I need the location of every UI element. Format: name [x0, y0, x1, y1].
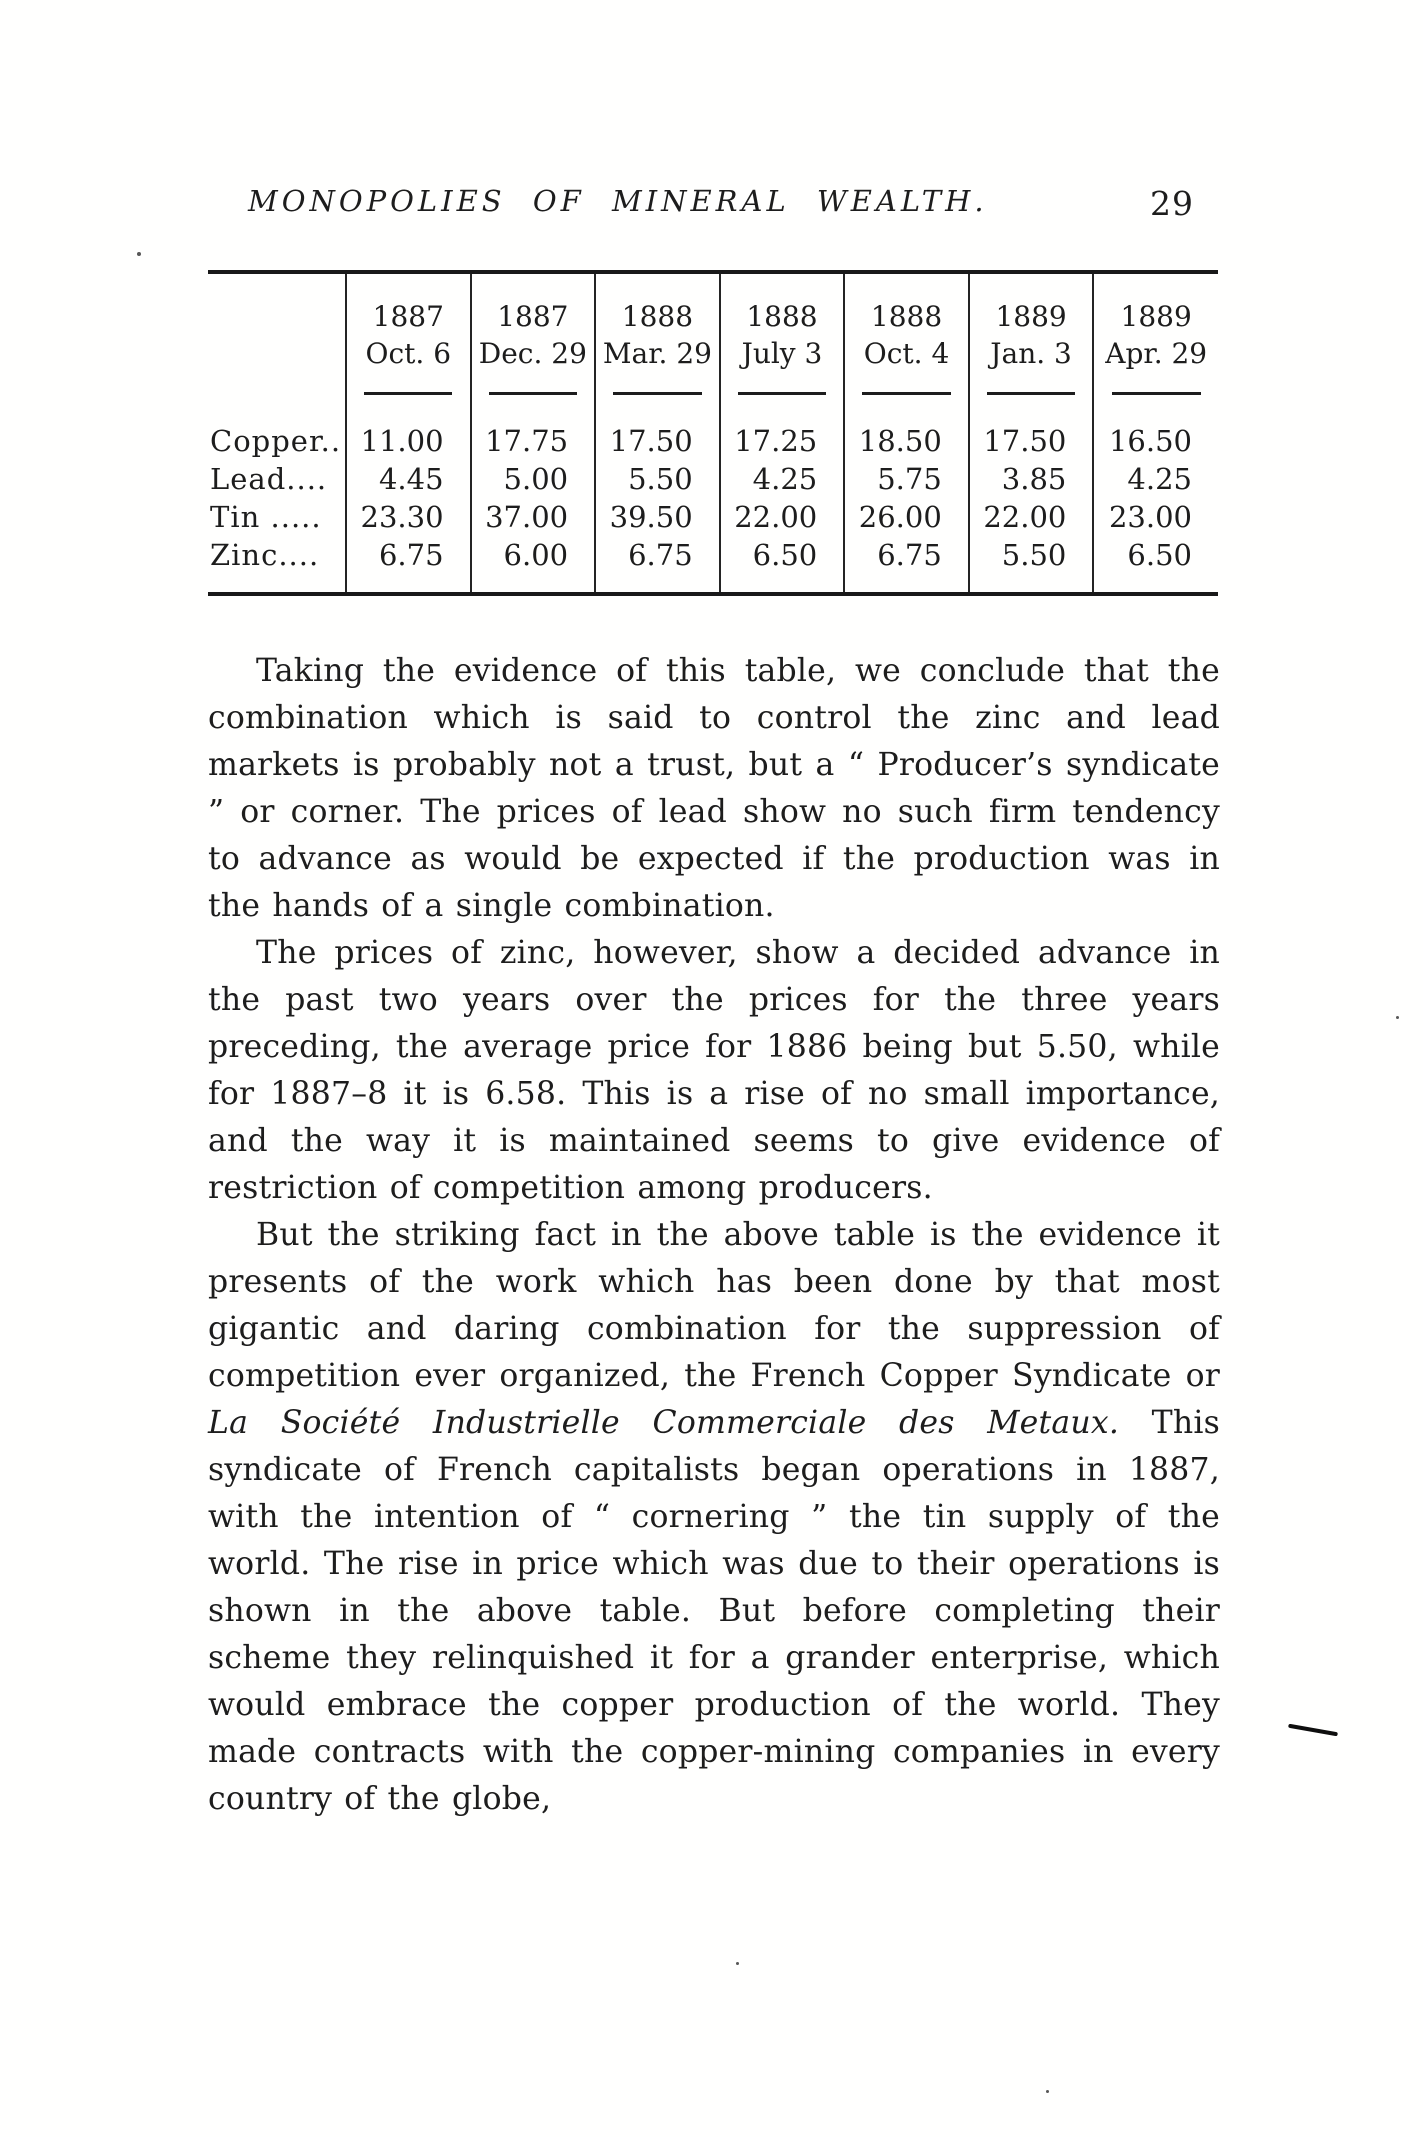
column-year: 1888: [746, 300, 818, 333]
column-date: Mar. 29: [602, 337, 712, 370]
scan-speck: [1046, 2090, 1049, 2093]
column-header: [844, 274, 969, 374]
column-rule: [1112, 392, 1201, 395]
column-header: [720, 274, 845, 374]
price-cell: 17.25: [720, 422, 845, 460]
price-cell: 23.30: [346, 498, 471, 536]
price-cell: 26.00: [844, 498, 969, 536]
column-rule: [738, 392, 826, 395]
scan-speck: [736, 1962, 739, 1965]
column-year: 1888: [621, 300, 694, 333]
price-cell: 5.00: [471, 460, 596, 498]
column-header: [471, 274, 596, 374]
column-rule: [862, 392, 950, 395]
column-rule: [489, 392, 577, 395]
price-cell: 22.00: [969, 498, 1094, 536]
column-rule: [364, 392, 452, 395]
row-label: Zinc....: [210, 538, 320, 572]
price-cell: 18.50: [844, 422, 969, 460]
table-row-zinc: [208, 536, 1218, 592]
price-cell: 6.75: [844, 536, 969, 592]
price-cell: 17.75: [471, 422, 596, 460]
table-header-row: [208, 274, 1218, 374]
column-date: July 3: [741, 337, 823, 370]
column-year: 1888: [870, 300, 943, 333]
price-cell: 6.75: [595, 536, 720, 592]
price-cell: 39.50: [595, 498, 720, 536]
column-rule: [987, 392, 1075, 395]
table-row-lead: [208, 460, 1218, 498]
column-year: 1889: [995, 300, 1067, 333]
table-row-tin: [208, 498, 1218, 536]
running-head: [208, 184, 1220, 228]
price-cell: 16.50: [1093, 422, 1218, 460]
column-date: Oct. 6: [365, 337, 452, 370]
page-number: 29: [1150, 184, 1194, 223]
french-syndicate-name: La Société Industrielle Commerciale des Metaux.: [208, 1405, 1120, 1441]
column-date: Apr. 29: [1105, 337, 1208, 370]
paragraph-3: [208, 1212, 1220, 1823]
price-cell: 23.00: [1093, 498, 1218, 536]
price-cell: 5.50: [595, 460, 720, 498]
price-cell: 6.75: [346, 536, 471, 592]
price-cell: 22.00: [720, 498, 845, 536]
column-year: 1889: [1120, 300, 1192, 333]
running-head-title: MONOPOLIES OF MINERAL WEALTH.: [248, 184, 988, 218]
table-row-copper: [208, 422, 1218, 460]
price-cell: 17.50: [969, 422, 1094, 460]
price-cell: 37.00: [471, 498, 596, 536]
column-year: 1887: [497, 300, 569, 333]
scan-speck: [137, 252, 141, 256]
price-cell: 4.25: [1093, 460, 1218, 498]
body-text: [208, 648, 1220, 1823]
paragraph-2: The prices of zinc, however, show a decided advance in the past two years over the prices for the three years preceding, the average price for 1886 being but 5.50, while for 1887–8 it is 6.58. This is a rise of no small importance, and the way it is maintained seems to give evidence of restriction of competition among producers.: [208, 935, 1220, 1206]
price-cell: 6.50: [720, 536, 845, 592]
row-label: Lead....: [210, 462, 328, 496]
paragraph-3-text-continued: This syndicate of French capitalists began operations in 1887, with the intention of “ cornering ” the tin supply of the world. The rise in price which was due to their operations is shown in the above table. But before completing their scheme they relinquished it for a grander enterprise, which would embrace the copper production of the world. They made contracts with the copper-mining companies in every country of the globe,: [208, 1405, 1220, 1817]
column-year: 1887: [372, 300, 444, 333]
price-cell: 11.00: [346, 422, 471, 460]
column-header: [346, 274, 471, 374]
paragraph-1: Taking the evidence of this table, we conclude that the combination which is said to control the zinc and lead markets is probably not a trust, but a “ Producer’s syndicate ” or corner. The prices of lead show no such firm tendency to advance as would be expected if the production was in the hands of a single combination.: [208, 653, 1220, 924]
column-rule: [613, 392, 701, 395]
stub-cell: [208, 274, 346, 374]
margin-pen-mark: [1288, 1724, 1338, 1737]
price-cell: 4.25: [720, 460, 845, 498]
row-label: Copper..: [210, 424, 342, 458]
header-rule-row: [208, 374, 1218, 422]
column-header: [969, 274, 1094, 374]
column-date: Oct. 4: [863, 337, 950, 370]
price-cell: 3.85: [969, 460, 1094, 498]
scan-speck: [1396, 1016, 1399, 1019]
price-cell: 17.50: [595, 422, 720, 460]
price-cell: 4.45: [346, 460, 471, 498]
row-label: Tin .....: [210, 500, 322, 534]
price-cell: 6.00: [471, 536, 596, 592]
column-header: [595, 274, 720, 374]
price-cell: 6.50: [1093, 536, 1218, 592]
column-date: Jan. 3: [990, 337, 1072, 370]
metal-prices-table: [208, 270, 1218, 596]
price-cell: 5.50: [969, 536, 1094, 592]
column-header: [1093, 274, 1218, 374]
paragraph-3-text: But the striking fact in the above table is the evidence it presents of the work which has been done by that most gigantic and daring combination for the suppression of competition ever organized, the French Copper Syndicate or: [208, 1217, 1220, 1394]
column-date: Dec. 29: [478, 337, 587, 370]
price-cell: 5.75: [844, 460, 969, 498]
